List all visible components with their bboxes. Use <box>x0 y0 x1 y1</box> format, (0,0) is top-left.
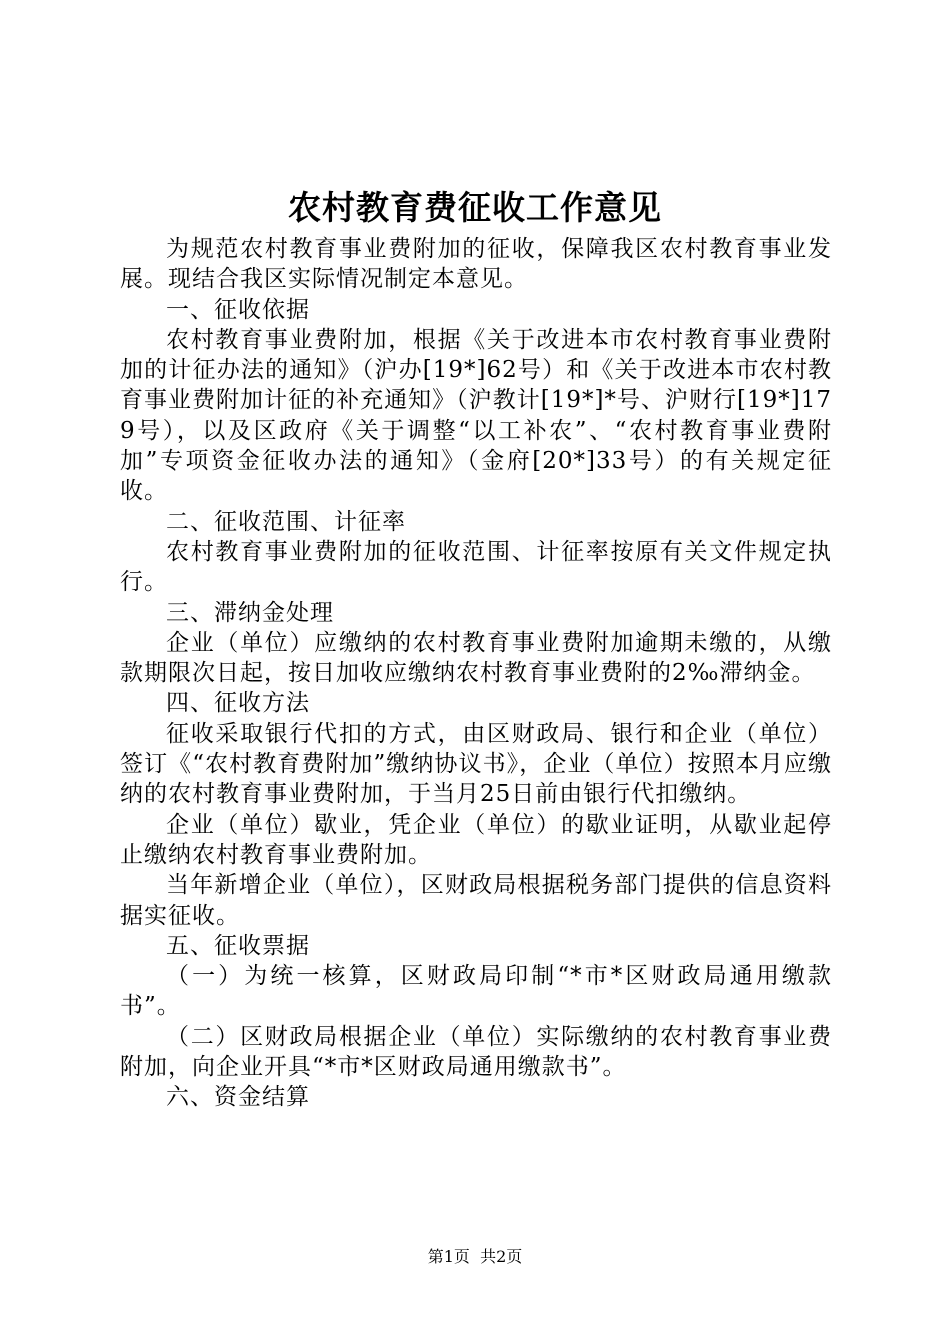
page-number: 第1页 <box>427 1247 470 1266</box>
page-footer <box>0 1246 950 1268</box>
document-title: 农村教育费征收工作意见 <box>288 188 662 227</box>
paragraph-receipt-2: （二）区财政局根据企业（单位）实际缴纳的农村教育事业费附加，向企业开具“*市*区财政局通用缴款书”。 <box>120 1023 832 1081</box>
section-heading-4: 四、征收方法 <box>166 690 310 717</box>
paragraph-closure: 企业（单位）歇业，凭企业（单位）的歇业证明，从歇业起停止缴纳农村教育事业费附加。 <box>120 811 832 868</box>
section-heading-3: 三、滞纳金处理 <box>166 599 334 626</box>
paragraph-scope: 农村教育事业费附加的征收范围、计征率按原有关文件规定执行。 <box>120 538 832 596</box>
section-heading-6: 六、资金结算 <box>166 1084 310 1111</box>
section-heading-5: 五、征收票据 <box>166 932 310 959</box>
paragraph-new-enterprise: 当年新增企业（单位），区财政局根据税务部门提供的信息资料据实征收。 <box>120 872 832 929</box>
paragraph-intro: 为规范农村教育事业费附加的征收，保障我区农村教育事业发展。现结合我区实际情况制定本意见。 <box>120 236 832 293</box>
paragraph-late-fee: 企业（单位）应缴纳的农村教育事业费附加逾期未缴的，从缴款期限次日起，按日加收应缴纳农村教育事业费附的2‰滞纳金。 <box>120 629 832 687</box>
paragraph-receipt-1: （一）为统一核算，区财政局印制“*市*区财政局通用缴款书”。 <box>120 963 832 1020</box>
section-heading-2: 二、征收范围、计征率 <box>166 508 406 535</box>
document-body <box>120 234 832 1113</box>
paragraph-basis: 农村教育事业费附加，根据《关于改进本市农村教育事业费附加的计征办法的通知》（沪办[19*]62号）和《关于改进本市农村教育事业费附加计征的补充通知》（沪教计[19*]*号、沪财行[19*]179号），以及区政府《关于调整“以工补农”、“农村教育事业费附加”专项资金征收办法的通知》（金府[20*]33号）的有关规定征收。 <box>120 326 832 505</box>
page-total: 共2页 <box>480 1247 523 1266</box>
section-heading-1: 一、征收依据 <box>166 296 310 323</box>
paragraph-method: 征收采取银行代扣的方式，由区财政局、银行和企业（单位）签订《“农村教育费附加”缴纳协议书》，企业（单位）按照本月应缴纳的农村教育事业费附加，于当月25日前由银行代扣缴纳。 <box>120 720 832 808</box>
